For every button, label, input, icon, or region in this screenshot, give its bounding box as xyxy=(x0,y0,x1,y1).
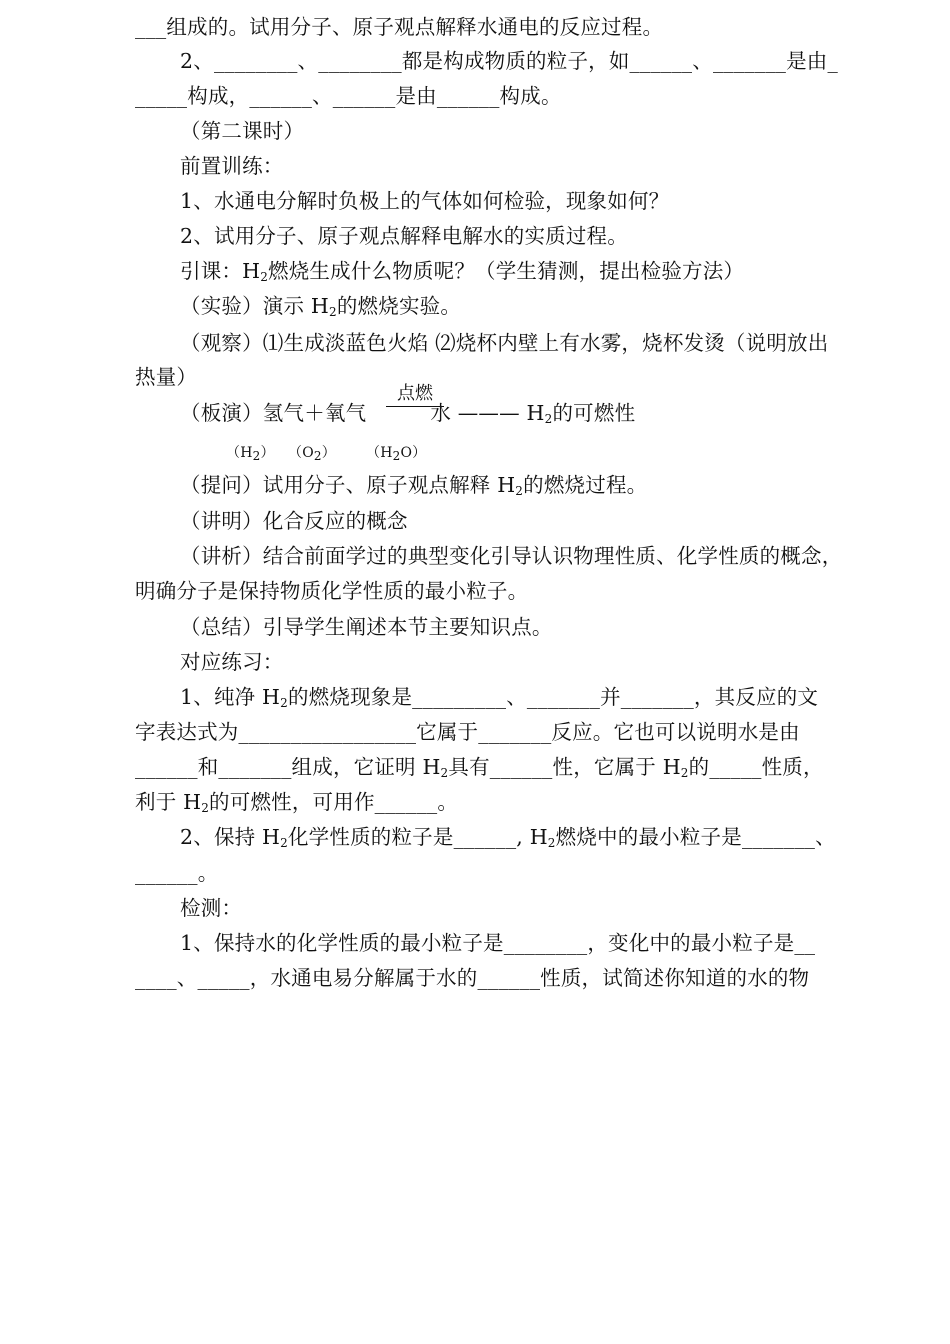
text-line: ______和_______组成，它证明 $H_2$具有______性，它属于 $H_2$的_____性质， xyxy=(135,755,824,780)
text-line: （讲析）结合前面学过的典型变化引导认识物理性质、化学性质的概念， xyxy=(180,544,843,568)
text-line: 明确分子是保持物质化学性质的最小粒子。 xyxy=(135,579,529,603)
text-line: 1、水通电分解时负极上的气体如何检验，现象如何？ xyxy=(180,189,670,213)
text-line: 1、纯净 $H_2$的燃烧现象是_________、_______并_______，其反应的文 xyxy=(180,685,819,710)
text-line: 2、________、________都是构成物质的粒子，如______、_______是由_ xyxy=(180,49,838,73)
text-line: 字表达式为_________________它属于_______反应。它也可以说明水是由 xyxy=(135,720,800,744)
text-line: （提问）试用分子、原子观点解释 $H_2$的燃烧过程。 xyxy=(180,473,648,498)
reaction-condition: 点燃 xyxy=(397,383,433,404)
equation-line: （板演）氢气＋氧气 水 ——— $H_2$的可燃性 xyxy=(180,401,636,426)
text-line: ____、_____，水通电易分解属于水的______性质，试简述你知道的水的物 xyxy=(135,966,810,990)
text-line: 对应练习： xyxy=(180,650,284,674)
text-line: （讲明）化合反应的概念 xyxy=(180,509,408,533)
text-line: 前置训练： xyxy=(180,154,284,178)
text-line: （总结）引导学生阐述本节主要知识点。 xyxy=(180,615,553,639)
text-line: 2、试用分子、原子观点解释电解水的实质过程。 xyxy=(180,224,628,248)
text-line: 检测： xyxy=(180,896,243,920)
text-line: ______。 xyxy=(135,861,219,885)
formula-o2: $(O_2)$ xyxy=(288,445,336,463)
text-line: _____构成，______、______是由______构成。 xyxy=(135,84,562,108)
text-line: 1、保持水的化学性质的最小粒子是________，变化中的最小粒子是__ xyxy=(180,931,816,955)
section-heading: （第二课时） xyxy=(180,119,305,143)
text-line: （观察）⑴生成淡蓝色火焰 ⑵烧杯内壁上有水雾，烧杯发烫（说明放出 xyxy=(180,331,829,355)
text-line: 热量） xyxy=(135,365,198,389)
text-line: ___组成的。试用分子、原子观点解释水通电的反应过程。 xyxy=(135,15,664,39)
formula-h2o: $(H_2O)$ xyxy=(366,445,427,463)
text-line: 2、保持 $H_2$化学性质的粒子是______, $H_2$燃烧中的最小粒子是_______、 xyxy=(180,825,836,850)
text-line: （实验）演示 $H_2$的燃烧实验。 xyxy=(180,294,462,319)
text-line: 引课：$H_2$燃烧生成什么物质呢？（学生猜测，提出检验方法） xyxy=(180,259,745,284)
formula-h2: $(H_2)$ xyxy=(226,445,275,463)
reaction-arrow xyxy=(386,384,444,407)
text-line: 利于 $H_2$的可燃性，可用作______。 xyxy=(135,790,459,815)
arrow-line xyxy=(386,406,444,407)
